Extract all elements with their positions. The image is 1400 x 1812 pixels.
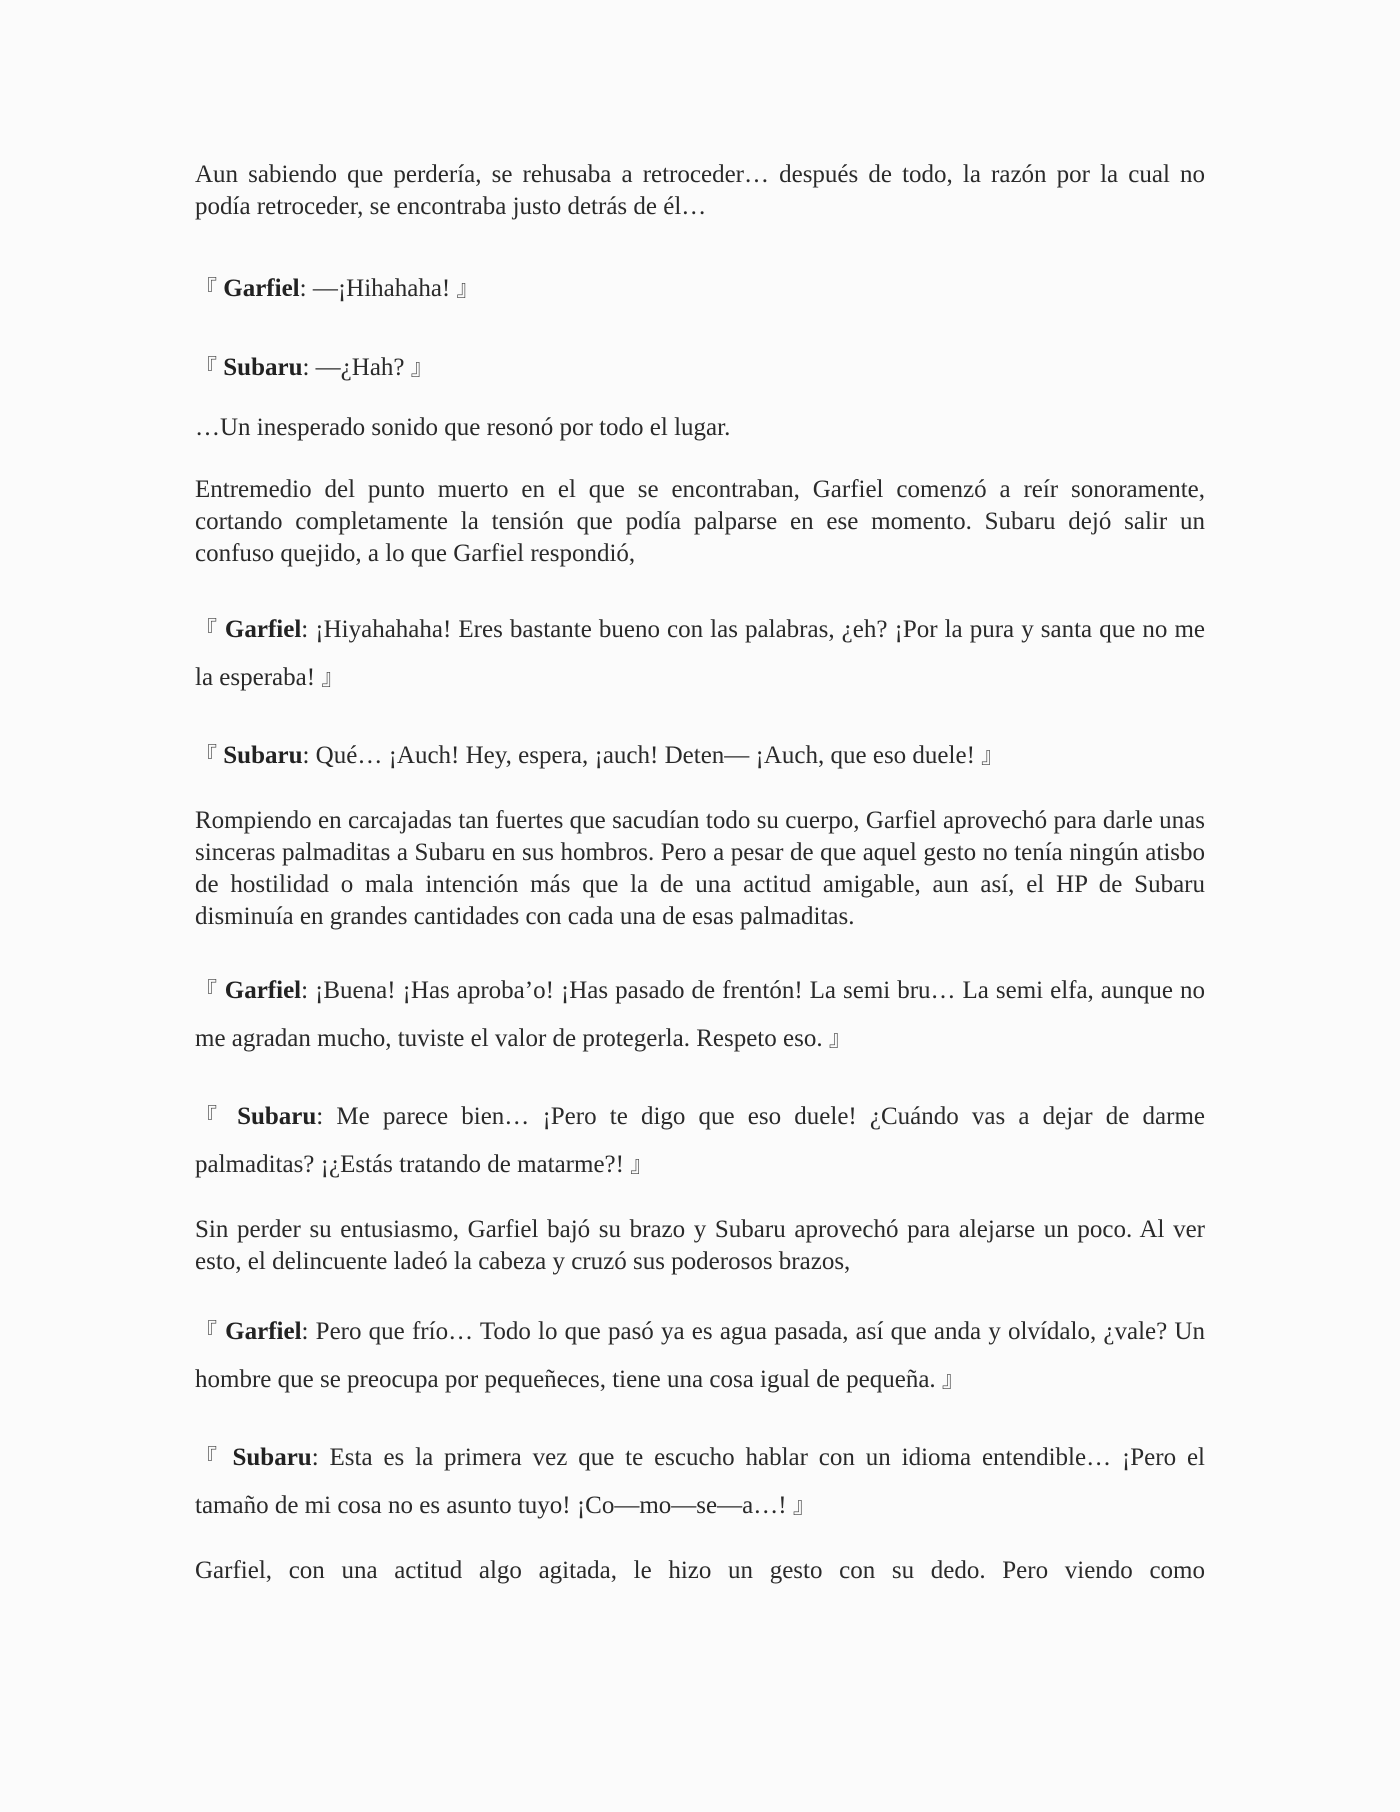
speaker-name: Subaru — [237, 1103, 317, 1130]
dialogue-line — [195, 265, 1205, 313]
open-bracket: 『 — [195, 356, 218, 381]
close-bracket: 』 — [456, 277, 479, 302]
open-bracket: 『 — [195, 1446, 222, 1471]
dialogue-text: : Esta es la primera vez que te escucho hablar con un idioma entendible… ¡Pero el tamaño de mi cosa no es asunto tuyo! ¡Co—mo—se—a…! — [195, 1444, 1205, 1519]
open-bracket: 『 — [195, 618, 218, 643]
speaker-name: Garfiel — [225, 1318, 302, 1345]
narration-paragraph: Aun sabiendo que perdería, se rehusaba a retroceder… después de todo, la razón por la cual no podía retroceder, se encontraba justo detrás de él… — [195, 161, 1205, 220]
text-body — [195, 159, 1205, 1587]
open-bracket: 『 — [195, 744, 218, 769]
narration-paragraph: Sin perder su entusiasmo, Garfiel bajó su brazo y Subaru aprovechó para alejarse un poco. Al ver esto, el delincuente ladeó la cabeza y cruzó sus poderosos brazos, — [195, 1216, 1205, 1275]
close-bracket: 』 — [792, 1494, 815, 1519]
open-bracket: 『 — [195, 979, 218, 1004]
narration-paragraph: …Un inesperado sonido que resonó por todo el lugar. — [195, 414, 731, 441]
speaker-name: Garfiel — [223, 275, 300, 302]
dialogue-text: : —¿Hah? — [302, 354, 411, 381]
dialogue-line — [195, 1093, 1205, 1189]
close-bracket: 』 — [321, 666, 344, 691]
dialogue-text: : Me parece bien… ¡Pero te digo que eso duele! ¿Cuándo vas a dejar de darme palmaditas? ¡¿Estás tratando de matarme?! — [195, 1103, 1205, 1178]
close-bracket: 』 — [828, 1027, 851, 1052]
speaker-name: Subaru — [223, 354, 303, 381]
close-bracket: 』 — [410, 356, 433, 381]
close-bracket: 』 — [981, 744, 1004, 769]
dialogue-text: : Pero que frío… Todo lo que pasó ya es agua pasada, así que anda y olvídalo, ¿vale? Un hombre que se preocupa por pequeñeces, tiene una cosa igual de pequeña. — [195, 1318, 1205, 1393]
close-bracket: 』 — [941, 1368, 964, 1393]
dialogue-line — [195, 1308, 1205, 1404]
narration-paragraph: Garfiel, con una actitud algo agitada, le hizo un gesto con su dedo. Pero viendo como — [195, 1557, 1205, 1584]
speaker-name: Garfiel — [224, 977, 302, 1004]
dialogue-text: : ¡Buena! ¡Has aproba’o! ¡Has pasado de frentón! La semi bru… La semi elfa, aunque no me agradan mucho, tuviste el valor de protegerla. Respeto eso. — [195, 977, 1205, 1052]
dialogue-text: : ¡Hiyahahaha! Eres bastante bueno con las palabras, ¿eh? ¡Por la pura y santa que no me la esperaba! — [195, 616, 1206, 691]
dialogue-text: : Qué… ¡Auch! Hey, espera, ¡auch! Deten— ¡Auch, que eso duele! — [302, 742, 982, 769]
speaker-name: Subaru — [223, 742, 303, 769]
dialogue-line — [195, 1434, 1205, 1530]
narration-paragraph: Rompiendo en carcajadas tan fuertes que sacudían todo su cuerpo, Garfiel aprovechó para darle unas sinceras palmaditas a Subaru en sus hombros. Pero a pesar de que aquel gesto no tenía ningún atisbo de hostilidad o mala intención más que la de una actitud amigable, aun así, el HP de Subaru disminuía en grandes cantidades con cada una de esas palmaditas. — [195, 807, 1205, 930]
open-bracket: 『 — [195, 1105, 224, 1130]
dialogue-line — [195, 344, 1205, 392]
open-bracket: 『 — [195, 1320, 218, 1345]
speaker-name: Garfiel — [224, 616, 302, 643]
open-bracket: 『 — [195, 277, 218, 302]
narration-paragraph: Entremedio del punto muerto en el que se encontraban, Garfiel comenzó a reír sonoramente, cortando completamente la tensión que podía palparse en ese momento. Subaru dejó salir un confuso quejido, a lo que Garfiel respondió, — [195, 476, 1205, 567]
close-bracket: 』 — [630, 1153, 653, 1178]
dialogue-line — [195, 606, 1205, 702]
speaker-name: Subaru — [232, 1444, 312, 1471]
dialogue-line — [195, 732, 1205, 780]
dialogue-text: : —¡Hihahaha! — [299, 275, 457, 302]
dialogue-line — [195, 967, 1205, 1063]
